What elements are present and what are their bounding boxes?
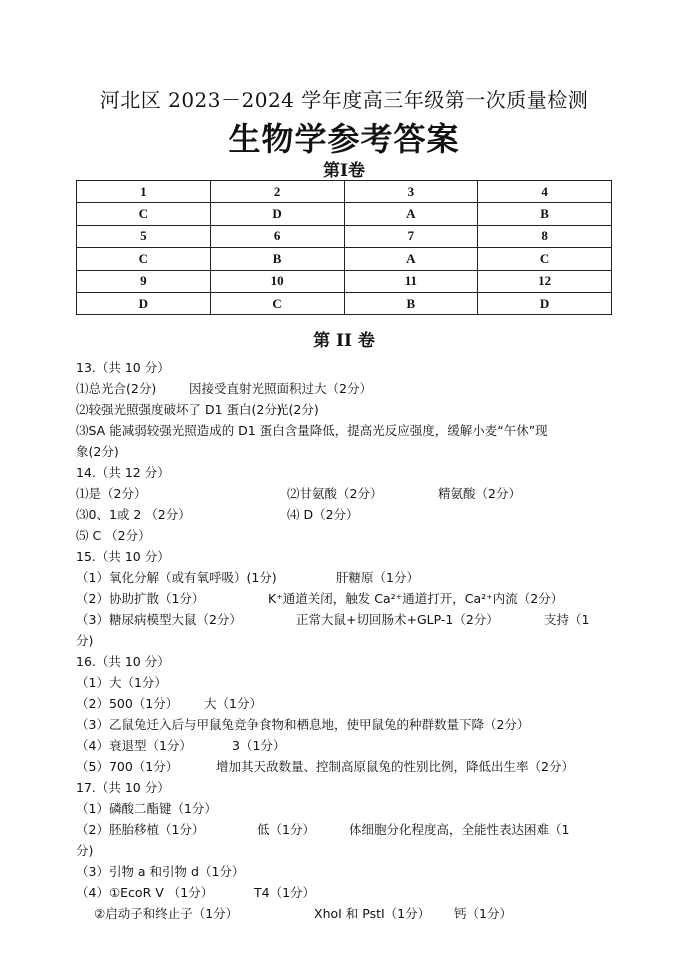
answer-line (76, 588, 636, 609)
answer-table-cell: D (478, 292, 612, 314)
answer-table-cell: A (344, 203, 478, 225)
answer-line (76, 441, 636, 462)
answer-line (76, 651, 636, 672)
answer-table-cell: 12 (478, 270, 612, 292)
answer-text: 16.（共 10 分） (76, 654, 170, 669)
answer-text: 钙（1分） (454, 906, 512, 921)
answer-line (76, 420, 636, 441)
answer-text: 3（1分） (232, 738, 286, 753)
answer-table-row (77, 270, 612, 292)
answer-text: T4（1分） (254, 885, 316, 900)
answer-text: 分) (76, 843, 94, 858)
answer-table-cell: 10 (210, 270, 344, 292)
answer-text: 低（1分） (257, 822, 315, 837)
answer-table-cell: B (344, 292, 478, 314)
answer-text: （1）大（1分） (76, 675, 167, 690)
answer-table-cell: 1 (77, 181, 211, 203)
answer-text: K⁺通道关闭，触发 Ca²⁺通道打开，Ca²⁺内流（2分） (268, 591, 564, 606)
answer-line (76, 798, 636, 819)
answer-text: ②启动子和终止子（1分） (94, 906, 239, 921)
answer-line (76, 378, 636, 399)
answer-text: ⑴总光合(2分) (76, 381, 157, 396)
answer-table-row (77, 292, 612, 314)
answer-line (76, 693, 636, 714)
answer-line (76, 714, 636, 735)
answer-table-cell: D (210, 203, 344, 225)
exam-title: 河北区 2023－2024 学年度高三年级第一次质量检测 (99, 88, 589, 112)
answer-line (76, 861, 636, 882)
answer-text: ⑷ D（2分） (287, 507, 359, 522)
answer-line (76, 504, 636, 525)
answer-line (76, 357, 636, 378)
answer-text: （1）氧化分解（或有氧呼吸）(1分) (76, 570, 277, 585)
answer-text: 肝糖原（1分） (336, 570, 419, 585)
answer-table-cell: 2 (210, 181, 344, 203)
answer-text: （3）乙鼠兔迁入后与甲鼠兔竞争食物和栖息地，使甲鼠兔的种群数量下降（2分） (76, 717, 530, 732)
answer-text: 增加其天敌数量、控制高原鼠兔的性别比例，降低出生率（2分） (216, 759, 574, 774)
answer-text: 分) (76, 633, 94, 648)
answer-table-row (77, 181, 612, 203)
answer-text: （3）糖尿病模型大鼠（2分） (76, 612, 242, 627)
answer-table-cell: 7 (344, 225, 478, 247)
answer-line (76, 399, 636, 420)
answer-table (76, 180, 612, 315)
answer-line (76, 882, 636, 903)
document-title: 生物学参考答案 (228, 120, 460, 158)
answer-table-cell: B (210, 248, 344, 270)
answer-line (76, 630, 636, 651)
answer-line (76, 567, 636, 588)
answer-table-cell: B (478, 203, 612, 225)
part-one-heading: 第Ⅰ卷 (323, 161, 365, 181)
answer-text: 15.（共 10 分） (76, 549, 170, 564)
answer-text: （2）500（1分） (76, 696, 179, 711)
answer-text: 象(2分) (76, 444, 119, 459)
answer-text: ⑵较强光照强度破坏了 D1 蛋白(2分) (76, 402, 282, 417)
answer-text: （2）协助扩散（1分） (76, 591, 205, 606)
answer-table-cell: 9 (77, 270, 211, 292)
answer-line (76, 819, 636, 840)
answer-table-cell: 5 (77, 225, 211, 247)
part-two-heading: 第 II 卷 (313, 331, 375, 351)
answer-table-cell: C (478, 248, 612, 270)
answer-text: ⑸ C （2分） (76, 528, 151, 543)
answer-table-cell: 8 (478, 225, 612, 247)
answer-text: 体细胞分化程度高，全能性表达困难（1 (349, 822, 570, 837)
answer-text: XhoI 和 PstI（1分） (314, 906, 431, 921)
answer-table-row (77, 225, 612, 247)
answer-table-cell: 6 (210, 225, 344, 247)
answer-text: 支持（1 (544, 612, 590, 627)
answer-text: （4）①EcoR V （1分） (76, 885, 214, 900)
answer-text: （1）磷酸二酯键（1分） (76, 801, 217, 816)
answer-text: 因接受直射光照面积过大（2分） (189, 381, 372, 396)
answer-text: 精氨酸（2分） (438, 486, 521, 501)
answer-table-cell: C (77, 203, 211, 225)
answer-text: （3）引物 a 和引物 d（1分） (76, 864, 245, 879)
answer-line (76, 903, 636, 924)
answer-text: ⑵甘氨酸（2分） (287, 486, 383, 501)
answer-table-cell: 11 (344, 270, 478, 292)
answer-text: ⑶SA 能减弱较强光照造成的 D1 蛋白含量降低，提高光反应强度，缓解小麦“午休”现 (76, 423, 548, 438)
answer-text: （4）衰退型（1分） (76, 738, 192, 753)
answer-text: 光(2分) (276, 402, 319, 417)
answer-lines (76, 357, 636, 924)
answer-table-cell: 3 (344, 181, 478, 203)
answer-line (76, 546, 636, 567)
answer-table-cell: C (77, 248, 211, 270)
answer-text: 14.（共 12 分） (76, 465, 170, 480)
answer-line (76, 840, 636, 861)
answer-text: 13.（共 10 分） (76, 360, 170, 375)
answer-text: ⑴是（2分） (76, 486, 147, 501)
answer-table-cell: D (77, 292, 211, 314)
answer-line (76, 483, 636, 504)
answer-line (76, 756, 636, 777)
answer-text: 大（1分） (204, 696, 262, 711)
answer-table-row (77, 248, 612, 270)
answer-line (76, 462, 636, 483)
answer-text: ⑶0、1或 2 （2分） (76, 507, 191, 522)
answer-line (76, 777, 636, 798)
answer-line (76, 735, 636, 756)
answer-text: 正常大鼠+切回肠术+GLP-1（2分） (296, 612, 499, 627)
answer-table-cell: A (344, 248, 478, 270)
answer-line (76, 525, 636, 546)
answer-line (76, 672, 636, 693)
answer-text: 17.（共 10 分） (76, 780, 170, 795)
answer-table-row (77, 203, 612, 225)
answer-line (76, 609, 636, 630)
answer-table-cell: 4 (478, 181, 612, 203)
answer-table-cell: C (210, 292, 344, 314)
answer-text: （2）胚胎移植（1分） (76, 822, 205, 837)
answer-text: （5）700（1分） (76, 759, 179, 774)
